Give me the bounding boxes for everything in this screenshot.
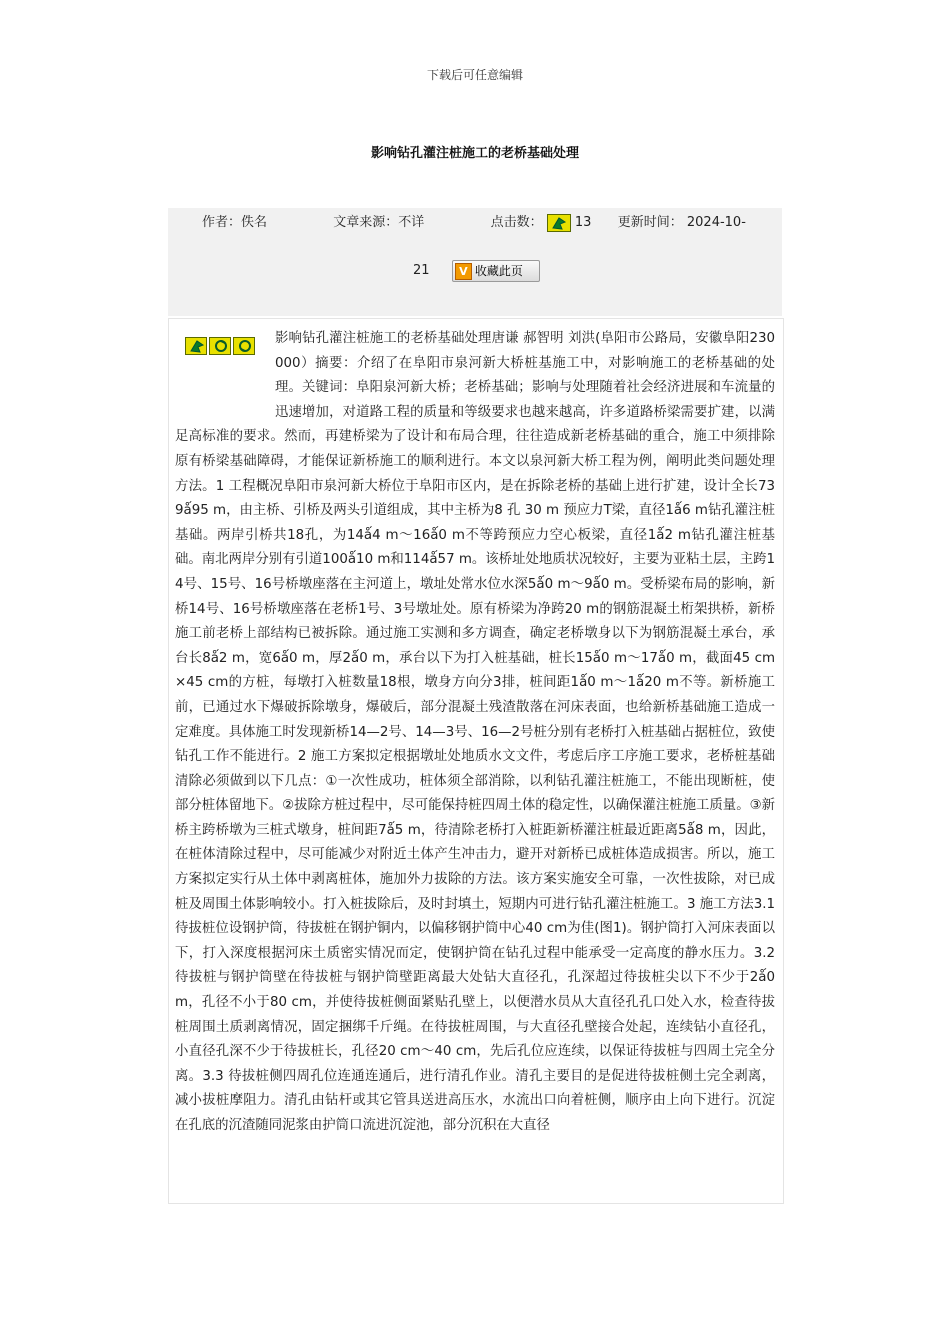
hits-icon [547, 214, 571, 232]
meta-row-2 [413, 260, 540, 282]
favorite-button-label: 收藏此页 [474, 264, 523, 278]
header-note: 下载后可任意编辑 [426, 68, 523, 82]
updated-date-part2: 21 [413, 263, 430, 278]
author-label: 作者：佚名 [202, 215, 268, 230]
hits-count: 13 [574, 215, 592, 230]
favorite-badge-icon: V [455, 263, 472, 280]
meta-row [202, 214, 772, 232]
source-label: 文章来源：不详 [333, 215, 425, 230]
page-title: 影响钻孔灌注桩施工的老桥基础处理 [370, 146, 579, 161]
icon-spacer [175, 327, 275, 401]
updated-date-part1: 2024-10- [686, 215, 746, 230]
article-meta [168, 208, 782, 316]
article-text: 影响钻孔灌注桩施工的老桥基础处理唐谦 郝智明 刘洪(阜阳市公路局，安徽阜阳230000）摘要：介绍了在阜阳市泉河新大桥桩基施工中，对影响施工的老桥基础的处理。关键词：阜阳泉河新大桥；老桥基础；影响与处理随着社会经济进展和车流量的迅速增加，对道路工程的质量和等级要求也越来越高，许多道路桥梁需要扩建，以满足高标准的要求。然而，再建桥梁为了设计和布局合理，往往造成新老桥基础的重合，施工中须排除原有桥梁基础障碍，才能保证新桥施工的顺利进行。本文以泉河新大桥工程为例，阐明此类问题处理方法。1 工程概况阜阳市泉河新大桥位于阜阳市区内，是在拆除老桥的基础上进行扩建，设计全长739ǻ95 m，由主桥、引桥及两头引道组成，其中主桥为8 孔 30 m 预应力T梁，直径1ǻ6 m钻孔灌注桩基础。两岸引桥共18孔，为14ǻ4 m～16ǻ0 m不等跨预应力空心板梁，直径1ǻ2 m钻孔灌注桩基础。南北两岸分别有引道100ǻ10 m和114ǻ57 m。该桥址处地质状况较好，主要为亚粘土层，主跨14号、15号、16号桥墩座落在主河道上，墩址处常水位水深5ǻ0 m～9ǻ0 m。受桥梁布局的影响，新桥14号、16号桥墩座落在老桥1号、3号墩址处。原有桥梁为净跨20 m的钢筋混凝土桁架拱桥，新桥施工前老桥上部结构已被拆除。通过施工实测和多方调查，确定老桥墩身以下为钢筋混凝土承台，承台长8ǻ2 m，宽6ǻ0 m，厚2ǻ0 m，承台以下为打入桩基础，桩长15ǻ0 m～17ǻ0 m，截面45 cm×45 cm的方桩，每墩打入桩数量18根，墩身方向分3排，桩间距1ǻ0 m～1ǻ20 m不等。新桥施工前，已通过水下爆破拆除墩身，爆破后，部分混凝土残渣散落在河床表面，也给新桥基础施工造成一定难度。具体施工时发现新桥14—2号、14—3号、16—2号桩分别有老桥打入桩基础占据桩位，致使钻孔工作不能进行。2 施工方案拟定根据墩址处地质水文文件，考虑后序工序施工要求，老桥桩基础清除必须做到以下几点：①一次性成功，桩体须全部消除，以利钻孔灌注桩施工，不能出现断桩，使部分桩体留地下。②拔除方桩过程中，尽可能保持桩四周土体的稳定性，以确保灌注桩施工质量。③新桥主跨桥墩为三桩式墩身，桩间距7ǻ5 m，待清除老桥打入桩距新桥灌注桩最近距离5ǻ8 m，因此，在桩体清除过程中，尽可能减少对附近土体产生冲击力，避开对新桥已成桩体造成损害。所以，施工方案拟定实行从土体中剥离桩体，施加外力拔除的方法。该方案实施安全可靠，一次性拔除，对已成桩及周围土体影响较小。打入桩拔除后，及时封填土，短期内可进行钻孔灌注桩施工。3 施工方法3.1 待拔桩位设钢护筒，待拔桩在钢护铜内，以偏移钢护筒中心40 cm为佳(图1)。钢护筒打入河床表面以下，打入深度根据河床土质密实情况而定，使钢护筒在钻孔过程中能承受一定高度的静水压力。3.2 待拔桩与钢护筒壁在待拔桩与钢护筒壁距离最大处钻大直径孔，孔深超过待拔桩尖以下不少于2ǻ0 m，孔径不小于80 cm，并使待拔桩侧面紧贴孔壁上，以便潜水员从大直径孔孔口处入水，检查待拔桩周围土质剥离情况，固定捆绑千斤绳。在待拔桩周围，与大直径孔壁接合处起，连续钻小直径孔，小直径孔深不少于待拔桩长，孔径20 cm～40 cm，先后孔位应连续，以保证待拔桩与四周土完全分离。3.3 待拔桩侧四周孔位连通连通后，进行清孔作业。清孔主要目的是促进待拔桩侧土完全剥离，减小拔桩摩阻力。清孔由钻杆或其它管具送进高压水，水流出口向着桩侧，顺序由上向下进行。沉淀在孔底的沉渣随同泥浆由护筒口流进沉淀池，部分沉积在大直径 [175, 331, 776, 1133]
hits-label: 点击数： [490, 215, 543, 230]
article-content [168, 318, 784, 1204]
updated-label: 更新时间： [617, 215, 683, 230]
add-favorite-button[interactable] [452, 260, 540, 282]
article-body [175, 327, 775, 1139]
